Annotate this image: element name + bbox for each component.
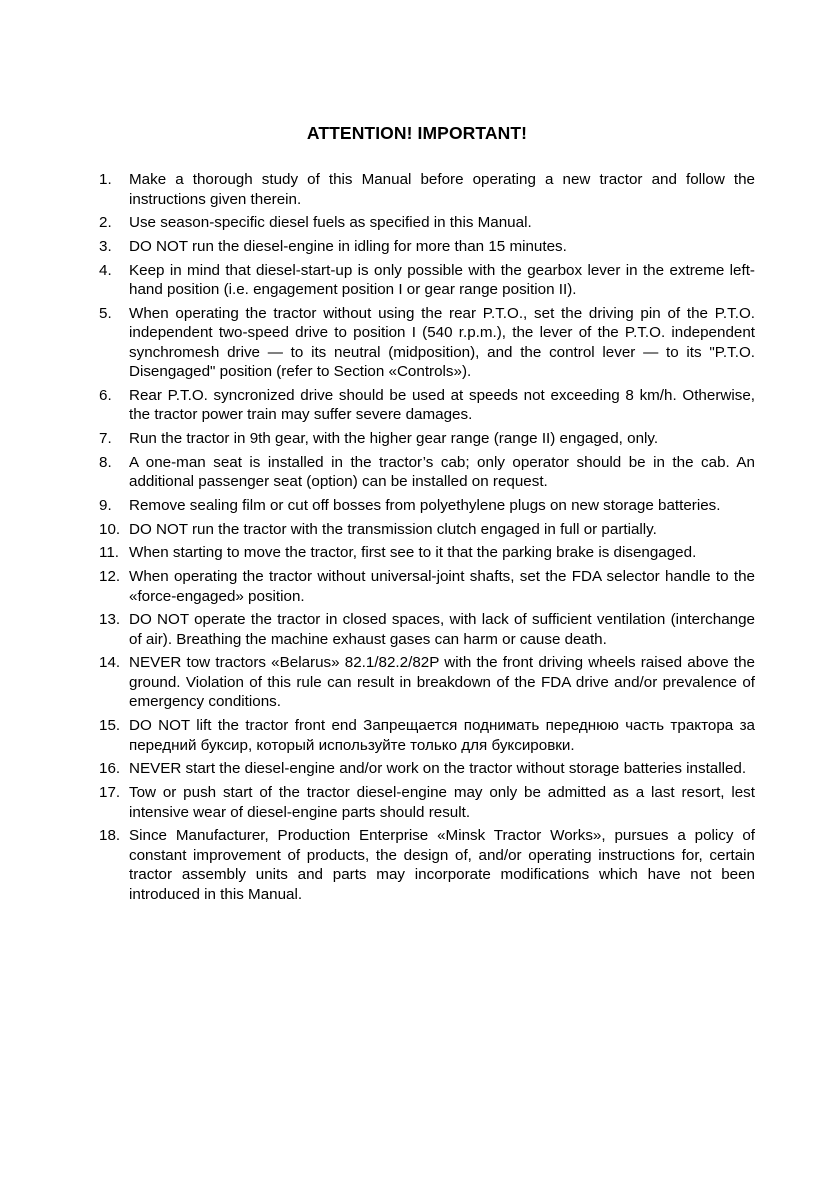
list-item-text: DO NOT operate the tractor in closed spaces, with lack of sufficient ventilation (interchange of air). Breathing the machine exhaust gases can harm or cause death. [129,611,755,648]
list-item-text: When operating the tractor without universal-joint shafts, set the FDA selector handle to the «force-engaged» position. [129,568,755,605]
list-item-text: A one-man seat is installed in the tractor’s cab; only operator should be in the cab. An additional passenger seat (option) can be installed on request. [129,453,755,491]
list-item-number: 14. [99,654,121,672]
list-item-number: 12. [99,568,121,586]
list-item [99,170,755,209]
list-item [99,453,755,492]
list-item-text: When operating the tractor without using the rear P.T.O., set the driving pin of the P.T.O. independent two-speed drive to position I (540 r.p.m.), the lever of the P.T.O. independent synchromesh drive — to its neutral (midposition), and the control lever — to its "P.T.O. Disengaged" position (refer to Section «Controls»). [129,304,755,381]
list-item-number: 6. [99,386,112,404]
list-item-text: Tow or push start of the tractor diesel-engine may only be admitted as a last resort, lest intensive wear of diesel-engine parts should result. [129,784,755,821]
list-item-text: Remove sealing film or cut off bosses from polyethylene plugs on new storage batteries. [129,497,721,514]
list-item-number: 10. [99,520,121,538]
list-item-number: 17. [99,784,121,801]
list-item-number: 3. [99,237,112,255]
list-item-text: NEVER start the diesel-engine and/or work on the tractor without storage batteries installed. [129,760,747,778]
list-item-number: 7. [99,430,112,448]
list-item-text: Keep in mind that diesel-start-up is only possible with the gearbox lever in the extreme left-hand position (i.e. engagement position I or gear range position II). [129,261,755,299]
list-item-number: 16. [99,760,121,778]
list-item-number: 8. [99,453,112,471]
list-item-number: 5. [99,304,112,322]
list-item-number: 4. [99,261,112,279]
list-item [99,567,755,606]
page-title: ATTENTION! IMPORTANT! [306,123,528,143]
list-item [99,716,755,755]
list-item-text: DO NOT lift the tractor front end Запрещается поднимать переднюю часть трактора за передний буксир, который используйте только для буксировки. [129,717,755,754]
list-item [99,496,755,516]
list-item-number: 2. [99,214,112,232]
list-item [99,826,755,904]
list-item-text: Rear P.T.O. syncronized drive should be used at speeds not exceeding 8 km/h. Otherwise, the tractor power train may suffer severe damages. [129,386,755,424]
list-item-number: 9. [99,497,112,514]
list-item-number: 1. [99,171,112,188]
list-item-text: Run the tractor in 9th gear, with the higher gear range (range II) engaged, only. [129,430,659,448]
list-item [99,261,755,300]
list-item-text: NEVER tow tractors «Belarus» 82.1/82.2/82P with the front driving wheels raised above the ground. Violation of this rule can result in breakdown of the FDA drive and/or prevalence of emergency conditions. [129,654,755,711]
list-item-text: Make a thorough study of this Manual before operating a new tractor and follow the instructions given therein. [129,171,755,208]
list-item-text: DO NOT run the tractor with the transmission clutch engaged in full or partially. [129,520,657,538]
list-item-text: DO NOT run the diesel-engine in idling for more than 15 minutes. [129,237,567,255]
list-item-number: 18. [99,827,121,845]
list-item [99,304,755,382]
list-item-text: When starting to move the tractor, first see to it that the parking brake is disengaged. [129,544,697,562]
instruction-list [99,170,755,908]
list-item [99,759,755,779]
list-item-text: Use season-specific diesel fuels as specified in this Manual. [129,214,532,232]
list-item [99,520,755,540]
list-item [99,429,755,449]
list-item-text: Since Manufacturer, Production Enterprise «Minsk Tractor Works», pursues a policy of constant improvement of products, the design of, and/or operating instructions for, certain tractor assembly units and parts may incorporate modifications which have not been introduced in this Manual. [129,827,755,903]
list-item [99,237,755,257]
list-item [99,783,755,822]
list-item-number: 15. [99,717,121,735]
list-item-number: 13. [99,611,121,629]
list-item-number: 11. [99,544,119,562]
list-item [99,610,755,649]
list-item [99,543,755,563]
list-item [99,213,755,233]
list-item [99,386,755,425]
list-item [99,653,755,712]
